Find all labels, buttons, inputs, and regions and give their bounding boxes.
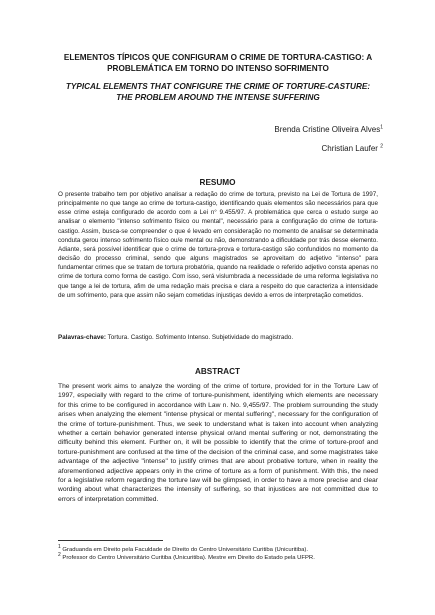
keywords-text: Tortura. Castigo. Sofrimento Intenso. Subjetividade do magistrado. [105, 334, 294, 341]
resumo-text: O presente trabalho tem por objetivo analisar a redação do crime de tortura, previsto na Lei de Tortura de 1997, principalmente no que tange ao crime de tortura-castigo, identificando quais elementos são necessários para que esse crime esteja configurado de acordo com a Lei n° 9.455/97. A problemática que cerca o estudo surge ao analisar o elemento "intenso sofrimento físico ou mental", necessário para a configuração do crime de tortura-castigo. Assim, busca-se compreender o que é levado em consideração no momento de analisar se determinada conduta gerou intenso sofrimento físico ou/e mental ou não, demonstrando a dificuldade por trás desse elemento. Adiante, será possível identificar que o crime de tortura-prova e tortura-castigo são confundidos no momento da decisão do processo criminal, sendo que alguns magistrados se aproveitam do adjetivo "intenso" para fundamentar crimes que se tratam de tortura probatória, quando na realidade o referido adjetivo consta apenas no crime de tortura como forma de castigo. Com isso, será vislumbrada a necessidade de uma reforma legislativa no que tange a lei de tortura, afim de uma redação mais precisa e clara a respeito do que caracteriza a intensidade de um sofrimento, para que assim não sejam cometidas injustiças devido a erros de interpretação cometidos. [58, 191, 378, 299]
author-2-name: Christian Laufer [321, 144, 378, 153]
footnote-1-mark: 1 [58, 544, 61, 551]
author-1 [274, 124, 383, 135]
footnote-2-mark: 2 [58, 552, 61, 559]
resumo-heading: RESUMO [199, 178, 236, 187]
author-list [274, 124, 383, 162]
author-2-footnote-mark[interactable]: 2 [380, 143, 383, 150]
footnote-1 [58, 546, 378, 554]
keywords [58, 333, 378, 342]
abstract-text: The present work aims to analyze the wording of the crime of torture, provided for in the Torture Law of 1997, especially with regard to the crime of torture-punishment, identifying which elements are necessary for this crime to be configured in accordance with Law n. No. 9,455/97. The problem surrounding the study arises when analyzing the element "intense physical or mental suffering", necessary for the configuration of the crime of torture-punishment. Thus, we seek to understand what is taken into account when analyzing whether a certain behavior generated intense physical or/and mental suffering or not, demonstrating the difficulty behind this element. Further on, it will be possible to identify that the crime of torture-proof and torture-punishment are confused at the time of the decision of the criminal case, and some magistrates take advantage of the adjective "intense" to justify crimes that are about probative torture, when in reality the aforementioned adjective appears only in the crime of torture as a form of punishment. With this, the need for a legislative reform regarding the torture law will be glimpsed, in order to have a more precise and clear wording about what characterizes the intensity of suffering, so that injustices are not committed due to errors of interpretation committed. [58, 383, 378, 503]
author-1-name: Brenda Cristine Oliveira Alves [274, 125, 381, 134]
footnotes [58, 546, 378, 562]
abstract-heading: ABSTRACT [194, 367, 241, 376]
footnote-1-text: Graduanda em Direito pela Faculdade de Direito do Centro Universitário Curitiba (Unicuritiba). [60, 547, 308, 553]
author-2 [274, 143, 383, 154]
footnote-divider [58, 540, 163, 541]
title-english: TYPICAL ELEMENTS THAT CONFIGURE THE CRIME OF TORTURE-CASTURE: THE PROBLEM AROUND THE INTENSE SUFFERING [65, 82, 371, 102]
footnote-2-text: Professor do Centro Universitário Curitiba (Unicuritiba). Mestre em Direito do Estado pela UFPR. [60, 555, 315, 561]
title-block [58, 52, 378, 103]
author-1-footnote-mark[interactable]: 1 [380, 124, 383, 131]
keywords-label: Palavras-chave: [58, 334, 106, 341]
footnote-2 [58, 554, 378, 562]
title-portuguese: ELEMENTOS TÍPICOS QUE CONFIGURAM O CRIME DE TORTURA-CASTIGO: A PROBLEMÁTICA EM TORNO DO INTENSO SOFRIMENTO [63, 53, 373, 73]
